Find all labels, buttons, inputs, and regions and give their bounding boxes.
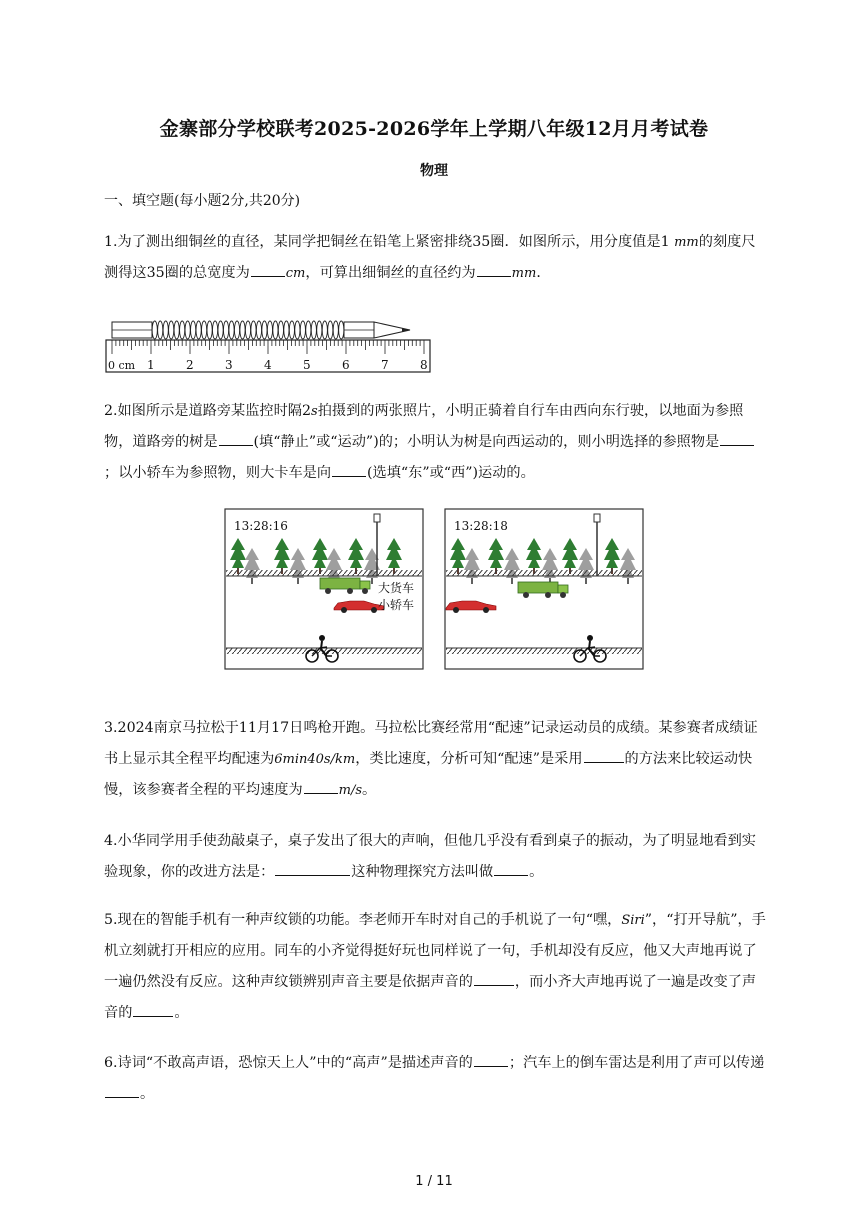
wire-coil: [180, 321, 185, 339]
answer-blank[interactable]: [105, 1083, 139, 1098]
wire-coil: [251, 321, 256, 339]
wire-coil: [328, 321, 333, 339]
question-2: 2.如图所示是道路旁某监控时隔2s拍摄到的两张照片，小明正骑着自行车由西向东行驶，以地面为参照物，道路旁的树是 (填“静止”或“运动”)的；小明认为树是向西运动的，则小明选择的参照物是；以小轿车为参照物，则大卡车是向 (选填“东”或“西”)运动的。: [104, 396, 766, 489]
wire-coil: [339, 321, 344, 339]
wire-coil: [240, 321, 245, 339]
ruler-label: 3: [225, 358, 233, 372]
wire-coil: [262, 321, 267, 339]
wire-coil: [196, 321, 201, 339]
svg-text:大货车: 大货车: [378, 581, 415, 595]
ruler-label: 5: [303, 358, 311, 372]
timestamp: 13:28:18: [454, 519, 508, 533]
wire-coil: [278, 321, 283, 339]
question-5: 5.现在的智能手机有一种声纹锁的功能。李老师开车时对自己的手机说了一句“嘿，Siri”，“打开导航”，手机立刻就打开相应的应用。同车的小齐觉得挺好玩也同样说了一句，手机却没有反应，他又大声地再说了一遍仍然没有反应。这种声纹锁辨别声音主要是依据声音的 ，而小齐大声地再说了一遍是改变了声音的 。: [104, 912, 766, 1021]
answer-blank[interactable]: [251, 262, 285, 277]
wire-coil: [245, 321, 250, 339]
timestamp: 13:28:16: [234, 519, 288, 533]
answer-blank[interactable]: [474, 971, 514, 986]
wire-coil: [163, 321, 168, 339]
wire-coil: [273, 321, 278, 339]
wire-coil: [152, 321, 157, 339]
section-heading: 一、填空题(每小题2分,共20分): [104, 193, 301, 209]
wire-coil: [212, 321, 217, 339]
wire-coil: [284, 321, 289, 339]
wire-coil: [300, 321, 305, 339]
surveillance-photos-figure: [224, 508, 648, 672]
wire-coil: [218, 321, 223, 339]
wire-coil: [234, 321, 239, 339]
ruler: [106, 340, 430, 372]
photo-panel-2: [445, 509, 643, 669]
answer-blank[interactable]: [584, 748, 624, 763]
ruler-label: 7: [381, 358, 389, 372]
subject-heading: 物理: [420, 163, 448, 179]
question-4: 4.小华同学用手使劲敲桌子，桌子发出了很大的声响，但他几乎没有看到桌子的振动，为了明显地看到实验现象，你的改进方法是： 这种物理探究方法叫做 。: [104, 833, 756, 880]
answer-blank[interactable]: [474, 1052, 508, 1067]
wire-coil: [317, 321, 322, 339]
ruler-label: 6: [342, 358, 350, 372]
wire-coil: [267, 321, 272, 339]
wire-coil: [311, 321, 316, 339]
wire-coil: [322, 321, 327, 339]
wire-coil: [185, 321, 190, 339]
wire-coils: [152, 321, 344, 339]
answer-blank[interactable]: [219, 431, 253, 446]
wire-coil: [169, 321, 174, 339]
wire-coil: [306, 321, 311, 339]
wire-coil: [191, 321, 196, 339]
ruler-label: 2: [186, 358, 194, 372]
wire-coil: [289, 321, 294, 339]
answer-blank[interactable]: [332, 462, 366, 477]
ruler-label: 1: [147, 358, 155, 372]
wire-coil: [333, 321, 338, 339]
ruler-pencil-figure: [104, 312, 434, 376]
wire-coil: [158, 321, 163, 339]
answer-blank[interactable]: [133, 1002, 173, 1017]
wire-coil: [207, 321, 212, 339]
wire-coil: [174, 321, 179, 339]
answer-blank[interactable]: [720, 431, 754, 446]
answer-blank[interactable]: [304, 779, 338, 794]
page-number: 1 / 11: [415, 1174, 453, 1189]
question-1: 1.为了测出细铜丝的直径，某同学把铜丝在铅笔上紧密排绕35圈．如图所示，用分度值是1 mm的刻度尺测得这35圈的总宽度为 cm，可算出细铜丝的直径约为 mm．: [104, 234, 756, 281]
question-6: 6.诗词“不敢高声语，恐惊天上人”中的“高声”是描述声音的 ；汽车上的倒车雷达是利用了声可以传递。: [104, 1048, 766, 1110]
question-3: 3.2024南京马拉松于11月17日鸣枪开跑。马拉松比赛经常用“配速”记录运动员的成绩。某参赛者成绩证书上显示其全程平均配速为6min40s/km，类比速度，分析可知“配速”是采用 的方法来比较运动快慢，该参赛者全程的平均速度为 m/s。: [104, 720, 758, 798]
wire-coil: [256, 321, 261, 339]
svg-text:小轿车: 小轿车: [378, 598, 415, 612]
photo-panel-1: [225, 509, 423, 669]
wire-coil: [229, 321, 234, 339]
ruler-label: 4: [264, 358, 272, 372]
exam-title: 金寨部分学校联考2025-2026学年上学期八年级12月月考试卷: [159, 118, 709, 140]
answer-blank[interactable]: [477, 262, 511, 277]
ruler-label: 0 cm: [108, 359, 136, 372]
wire-coil: [202, 321, 207, 339]
ruler-label: 8: [420, 358, 428, 372]
wire-coil: [295, 321, 300, 339]
wire-coil: [223, 321, 228, 339]
answer-blank[interactable]: [275, 861, 350, 876]
answer-blank[interactable]: [494, 861, 528, 876]
